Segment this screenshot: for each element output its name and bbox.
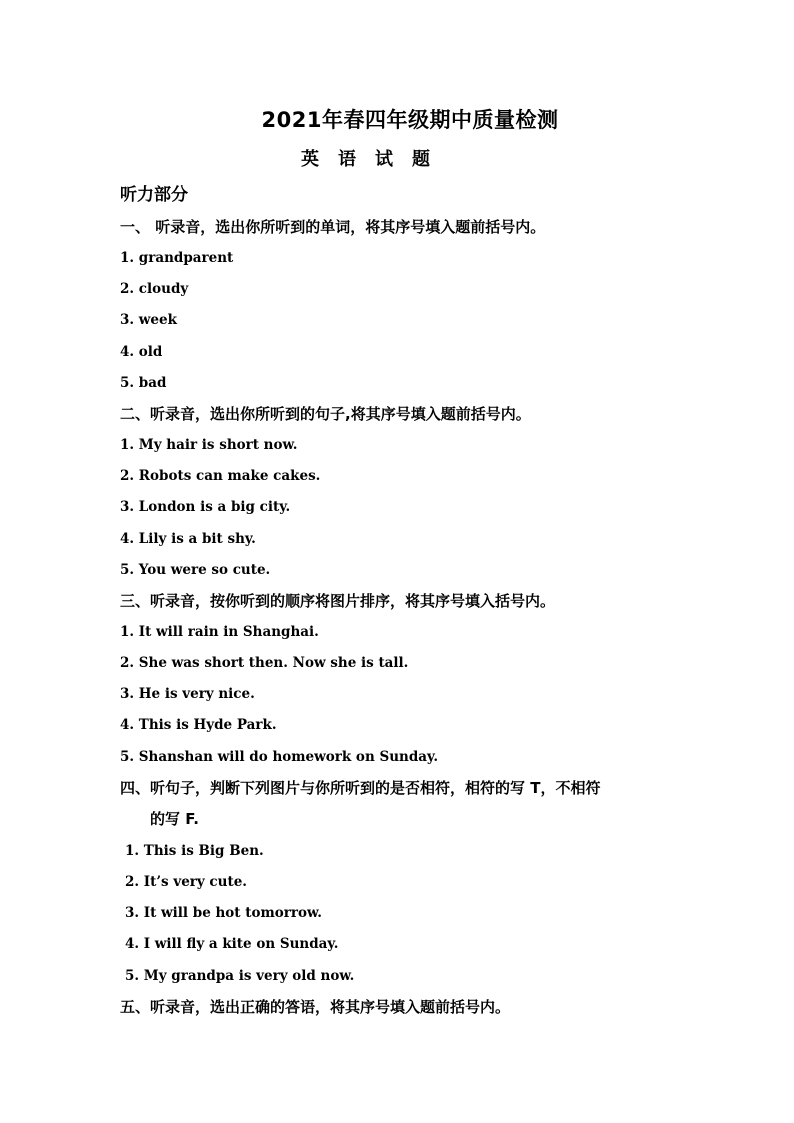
section-heading: 二、听录音，选出你所听到的句子,将其序号填入题前括号内。	[120, 404, 531, 423]
document-content	[120, 216, 720, 1027]
section-heading: 五、听录音，选出正确的答语，将其序号填入题前括号内。	[120, 997, 511, 1016]
list-item: 5. You were so cute.	[120, 561, 271, 578]
list-item: 1. This is Big Ben.	[125, 842, 264, 859]
list-item: 3. He is very nice.	[120, 686, 255, 703]
list-item: 4. This is Hyde Park.	[120, 717, 277, 734]
list-item: 4. old	[120, 343, 163, 360]
list-item: 2. cloudy	[120, 281, 189, 298]
part-heading: 听力部分	[120, 185, 188, 205]
list-item: 5. Shanshan will do homework on Sunday.	[120, 748, 439, 765]
list-item: 1. My hair is short now.	[120, 436, 298, 453]
section-heading	[120, 777, 720, 840]
list-item: 2. It’s very cute.	[125, 874, 247, 890]
section-heading-line1: 四、听句子，判断下列图片与你所听到的是否相符，相符的写 T，不相符	[120, 778, 601, 797]
list-item: 4. I will fly a kite on Sunday.	[125, 936, 339, 953]
section-heading: 一、 听录音，选出你所听到的单词，将其序号填入题前括号内。	[120, 218, 546, 236]
list-item: 3. London is a big city.	[120, 499, 291, 516]
section-heading: 三、听录音，按你听到的顺序将图片排序，将其序号填入括号内。	[120, 591, 556, 610]
document-title: 2021年春四年级期中质量检测	[261, 108, 559, 132]
list-item: 2. She was short then. Now she is tall.	[120, 655, 409, 672]
list-item: 1. It will rain in Shanghai.	[120, 623, 319, 640]
list-item: 2. Robots can make cakes.	[120, 468, 321, 485]
list-item: 3. It will be hot tomorrow.	[125, 905, 322, 922]
list-item: 5. bad	[120, 374, 167, 391]
list-item: 1. grandparent	[120, 250, 234, 266]
list-item: 5. My grandpa is very old now.	[125, 967, 355, 984]
list-item: 3. week	[120, 312, 177, 329]
document-subtitle: 英语试题	[301, 149, 449, 170]
section-heading-line2: 的写 F.	[150, 809, 199, 828]
list-item: 4. Lily is a bit shy.	[120, 530, 256, 547]
